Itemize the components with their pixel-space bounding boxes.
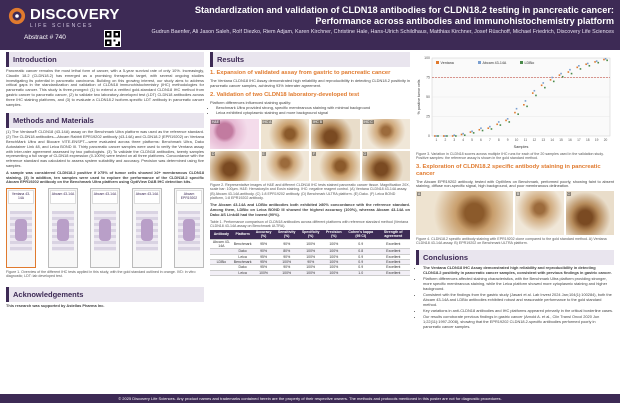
data-point [597,62,599,64]
data-point [434,135,436,137]
data-point [571,73,573,75]
tissue-section [183,219,195,241]
x-tick-label: 15 [559,138,563,142]
x-tick-label: 18 [585,138,590,142]
list-item: • Leica exhibited cytoplasmic staining and more background signal [216,111,410,116]
table-cell: 90% [252,249,274,254]
table-cell [210,270,233,275]
data-point [479,129,481,131]
table-cell: 100% [252,270,274,275]
list-item: • Our results corroborate previous findings in gastric cancer (Arnold A. et al., Clin Transl Oncol 2020 Jun 1;22(11):1997-2008), showing that the EPR19202 CLDN18.2-specific antibodies performed poorly in pancreatic cancer samples. [423,315,614,329]
ihc-tag: H&E [212,119,219,124]
data-point [464,134,466,136]
x-axis-label: Samples [513,145,529,149]
table-cell: 100% [299,239,323,249]
list-item: • Platform differences affected staining characteristics, with the Benchmark Ultra platform providing stronger, more specific membranous staining, while the Leica platform showed more cytoplasmic staining and higher background. [423,277,614,291]
slide-label: Abcam 43-14A [134,190,160,204]
conclusions-list [416,266,614,330]
table-cell: Excellent [377,249,410,254]
x-tick-label: 14 [550,138,554,142]
logo-subtext: LIFE SCIENCES [30,23,94,29]
list-item: • Benchmark Ultra provided strong, specific membranous staining with minimal background [216,106,410,111]
legend-entry: Ventana [440,60,454,65]
results-text-3: The Abcam 43-14A and LDBio antibodies both exhibited ≥80% concordance with the reference standard. Among them, LDBio on Leica BOND III showed the highest accuracy (100%), whereas Abcam 43-14A on Dako AS Link48 had the lowest (90%). [210,202,410,217]
data-point [452,135,454,137]
ihc-image [311,151,360,181]
table-header-row [210,230,410,239]
table-header: Precision (%) [323,230,345,239]
table-cell: 0.9 [345,239,377,249]
y-axis-label: % positive tumor cells [417,79,421,115]
data-point [534,90,536,92]
x-tick-label: 4 [462,138,465,142]
data-point [514,112,516,114]
x-tick-label: 16 [568,138,572,142]
figure-2-caption: Figure 2. Representative images of H&E and different CLDN18 IHC tests stained pancreatic cancer tissue. Magnification 20X, scale bar: 100µm. H&E: Hematoxylin and Eosin staining. IHC: negative reagent control. (A) Ventana CLDN18 43-14A assay. (B) Abcam 43-14A antibody. (C) 1:8 EPR19202 antibody. (D) Benchmark ULTRA platform. (E) Dako. (F) Leica BOND platform, 1:8 EPR19202 antibody. [210,182,410,200]
data-point [525,100,527,102]
data-point [445,135,447,137]
table-cell: Leica [233,254,253,259]
legend-entry: LDBio [524,60,535,65]
logo-text: DISCOVERY [30,6,120,23]
table-cell: Abcam 43-14A [210,239,233,249]
slides-figure [6,188,204,268]
table-row [210,270,410,275]
table-cell: Excellent [377,270,410,275]
list-item: • Consistent with the findings from the gastric study (Jasani et al. Lab Invest 2024 Jan;104(1):100284), both the Abcam 43-14A and LDBio antibodies exhibited robust and reasonable performance to the gold standard method. [423,293,614,307]
table-cell: 0.9 [345,259,377,264]
data-point [436,135,438,137]
y-tick-label: 25 [426,114,430,119]
table-cell: 100% [323,270,345,275]
data-point [576,67,578,69]
table-cell: 100% [323,239,345,249]
data-point [550,79,552,81]
figure-4-images [416,191,614,235]
x-tick-label: 2 [444,138,447,142]
poster-title: Standardization and validation of CLDN18 antibodies for CLDN18.2 testing in pancreatic cancer: Performance across antibodies and immunohistochemistry platform [194,5,614,26]
data-point [487,127,489,129]
x-tick-label: 12 [532,138,537,142]
data-point [480,127,482,129]
x-tick-label: 6 [480,138,482,142]
ihc-tag: G [363,151,367,156]
middle-column [210,52,410,276]
table-cell: 100% [299,265,323,270]
table-cell: 90% [275,239,299,249]
introduction-text: Pancreatic cancer remains the most lethal form of cancer, with a 5-year survival rate of only 10%. Increasingly, Claudin 18.2 (CLDN18.2) has emerged as a promising therapeutic target, with several ongoing studies investigating its potential in pancreatic carcinoma. Building on this growing interest, our study aims to address critical gaps in the standardization and validation of CLDN18 immunohistochemistry (IHC) methodologies for pancreatic cancer. This study is three-pronged: (1) to extend a verified gold-standard CLDN18 IHC method from gastric cancer to pancreatic cancer, (2) to validate two laboratory-developed test (LDT) CLDN18 antibodies across three IHC staining platforms, and (3) to evaluate a CLDN18.2 isoform-specific LDT antibody in pancreatic cancer samples. [6,68,204,107]
table-cell: Excellent [377,259,410,264]
y-tick-label: 100 [424,56,430,61]
table-row [210,239,410,249]
data-point [596,60,598,62]
data-point [535,95,537,97]
acknowledgements-heading: Acknowledgements [6,287,204,302]
table-cell: LDBio [210,259,233,264]
right-column [416,52,614,330]
data-point [453,134,455,136]
poster-header [0,0,620,50]
data-point [516,108,518,110]
slide [132,188,162,268]
x-tick-label: 3 [453,138,456,142]
x-tick-label: 19 [594,138,599,142]
slide [174,188,204,268]
data-point [523,104,525,106]
ihc-image [515,191,564,235]
data-point [585,63,587,65]
data-point [532,92,534,94]
ihc-image [261,119,310,149]
table-header: Sensitivity (%) [275,230,299,239]
results-text-2: Platform differences influenced staining quality: [210,99,292,105]
methods-heading: Methods and Materials [6,113,204,128]
data-point [507,118,509,120]
table-cell: 100% [323,249,345,254]
list-item: • Key variations in anti-CLDN18 antibodies and IHC platforms appeared primarily in the critical borderline cases. [423,309,614,314]
table-cell: 100% [323,265,345,270]
poster-footer: © 2025 Discovery Life Sciences. Any product names and trademarks contained herein are the property of their respective owners. The methods and protocols mentioned in this poster are not for diagnostic procedures. [0,394,620,403]
data-point [606,60,608,62]
ihc-tag: A [418,192,421,197]
table-cell: 100% [299,270,323,275]
results-text-1: The Ventana CLDN18 IHC Assay demonstrated high reliability and reproducibility in detecting CLDN18.2 positivity in pancreatic cancer samples, achieving 93% interrater agreement. [210,78,410,88]
table-cell: 90% [299,259,323,264]
data-point [551,77,553,79]
table-cell: 100% [323,254,345,259]
table-cell: Excellent [377,265,410,270]
results-subheading-3: 3. Exploration of CLDN18.2 specific antibody staining in pancreatic cancer [416,163,601,177]
table-cell: 100% [275,270,299,275]
data-point [498,121,500,123]
qr-code-icon[interactable] [104,30,121,47]
data-point [553,81,555,83]
data-point [605,58,607,60]
acknowledgements-text: This research was supported by Astellas Pharma Inc. [6,302,105,308]
cldn18-score-chart [416,54,614,150]
data-point [471,131,473,133]
table-cell: 0.9 [345,254,377,259]
data-point [544,87,546,89]
tissue-section [141,219,153,241]
data-point [446,135,448,137]
table-header: Cohen's kappa (95 CI) [345,230,377,239]
legend-swatch [478,61,481,64]
data-point [461,134,463,136]
results-subheading-2: 2. Validation of two CLDN18 laboratory-developed test [210,91,360,98]
table-cell: 90% [275,254,299,259]
data-point [526,106,528,108]
table-header: Specificity (%) [299,230,323,239]
ihc-tag: IHC C [363,119,373,124]
data-point [589,65,591,67]
ihc-image [566,191,615,235]
data-point [542,82,544,84]
ihc-image [362,151,411,181]
table-cell: 1.0 [345,270,377,275]
table-header: Strength of agreement [377,230,410,239]
table-cell: 80% [275,249,299,254]
y-tick-label: 50 [426,95,430,100]
slide-label: Abcam 43-14A [50,190,76,204]
figure-4-caption: Figure 4. CLDN18.2 specific antibody staining with EPR19202 clone compared to the gold standard method. A) Ventana CLDN18 43-14A assay. B) EPR19202 on Benchmark ULTRA platform. [416,237,607,246]
methods-text-1: (1) The Ventana® CLDN18 (43-14A) assay on the Benchmark Ultra platform was used as the reference standard. (2) The CLDN18 antibodies—Abcam Rabbit EPR19202 antibody (43-14A) and CLDN18.2 (EPR19202) on Ventana BenchMark Ultra and Biocare VITE-ENSPT—were evaluated across three platforms: Benchmark Ultra, Dako Autostainer Link 48, and Leica BOND III. Thirty pancreatic cancer samples were used to verify the Ventana assay with inter-rater agreement assessed by two pathologists. (3) To validate the CLDN18 antibodies, twenty samples representing a full range of CLDN18 expression (0-100%) were tested on all three platforms. Concordance with the reference standard was calculated to assess system suitability and accuracy. Precision was determined using five samples. [6,129,204,168]
legend-entry: Abcam 43-14A [482,60,507,65]
table-cell: Benchmark [233,239,253,249]
table-cell: 100% [275,259,299,264]
methods-text-2: A sample was considered CLDN18.2 positive if ≥75% of tumor cells showed ≥2+ membranous CLDN18 staining. (3) In addition, ten samples were used to explore the performance of the CLDN18.2 specific Abcam EPR19202 antibody on the Benchmark Ultra platform using OptiView DAB IHC detection kits. [6,169,204,185]
chart-svg [416,54,614,150]
data-point [491,128,493,130]
data-point [603,59,605,61]
data-point [580,68,582,70]
ihc-image [362,119,411,149]
table-cell: 0.9 [345,265,377,270]
ihc-tag: IHC A [262,119,272,124]
data-point [505,120,507,122]
x-tick-label: 11 [523,138,528,142]
data-point [568,71,570,73]
tissue-section [99,219,111,241]
introduction-heading: Introduction [6,52,204,67]
data-point [578,65,580,67]
left-column [6,52,204,309]
x-tick-label: 5 [471,138,473,142]
ihc-image [311,119,360,149]
results-text-4: The Abcam EPR19202 antibody, tested with OptiView on Benchmark, performed poorly, showing faint to absent staining, diffuse non-specific signal, high background, and poor membranous delineation. [416,178,614,189]
table-cell: Leica [233,270,253,275]
x-tick-label: 17 [577,138,581,142]
x-tick-label: 20 [603,138,608,142]
data-point [500,124,502,126]
ihc-image [261,151,310,181]
poster-authors: Gudrun Baenfer, Ali Jason Saleh, Rolf Diezko, Riem Adjam, Karen Kirchner, Christine Hale, Hans-Ulrich Schildhaus, Matthias Kirchner, Josef Rüschoff, Michael Friedrich, Discovery Life Sciences [151,29,614,35]
ihc-tag: B [517,192,520,197]
data-point [508,121,510,123]
results-subheading-1: 1. Expansion of validated assay from gastric to pancreatic cancer [210,70,391,76]
figure-1-caption: Figure 1. Overview of the different IHC tests applied in this study, with the gold standard outlined in orange. IVD: in vitro diagnostic; LDT: lab developed test. [6,270,196,279]
table-header: Antibody [210,230,233,239]
table-cell: 100% [299,254,323,259]
slide-label: Ventana 43-14A [8,190,34,204]
table-1-caption: Table 1. Performance comparison of CLDN18 antibodies across different platforms with reference standard method (Ventana CLDN18 43-14A assay on Benchmark ULTRA). [210,219,409,228]
x-tick-label: 1 [435,138,438,142]
y-tick-label: 75 [426,75,430,80]
ihc-tag: IHC B [313,119,323,124]
ihc-image [416,191,513,235]
data-point [455,135,457,137]
data-point [473,132,475,134]
logo [8,5,138,31]
x-tick-label: 7 [488,138,491,142]
ihc-image-grid [210,119,410,181]
table-cell: Dako [233,265,253,270]
ihc-tag: C [567,192,570,197]
data-point [462,133,464,135]
table-body [210,239,410,275]
slide [48,188,78,268]
figure-3-caption: Figure 3. Variation in CLDN18 scores across multiple IHC runs for each of the 20 samples used in the validation study. Positive samples: the reference assay is shown in the gold standard method. [416,152,604,161]
x-tick-label: 10 [514,138,519,142]
data-point [569,69,571,71]
ihc-tag: E [262,151,265,156]
data-point [517,113,519,115]
table-cell: 90% [275,265,299,270]
legend-swatch [436,61,439,64]
x-tick-label: 8 [497,138,500,142]
slide-label: Abcam EPR19202 [176,190,202,204]
table-header: Accuracy (%) [252,230,274,239]
tissue-section [57,219,69,241]
results-bullets [210,106,410,116]
slide [90,188,120,268]
table-cell: 95% [252,259,274,264]
data-point [594,61,596,63]
conclusions-heading: Conclusions [416,250,614,265]
y-tick-label: 0 [428,134,430,139]
table-cell: Dako [233,249,253,254]
data-point [443,135,445,137]
data-point [437,135,439,137]
data-point [587,63,589,65]
discovery-logo-icon [8,7,26,25]
slide-label: Abcam 43-14A [92,190,118,204]
results-heading: Results [210,52,410,67]
table-cell: Excellent [377,254,410,259]
abstract-number: Abstract # 740 [24,34,66,41]
data-point [489,126,491,128]
data-point [559,74,561,76]
list-item: • The Ventana CLDN18 IHC Assay demonstrated high reliability and reproducibility in detecting CLDN18.2 positivity in pancreatic cancer samples, consistent with previous findings in gastric cancer. [423,266,614,276]
performance-table [210,230,410,276]
table-cell: 95% [252,254,274,259]
data-point [562,76,564,78]
x-tick-label: 9 [506,138,509,142]
legend-swatch [520,61,523,64]
data-point [470,131,472,133]
table-header: Platform [233,230,253,239]
ihc-image [210,119,259,149]
ihc-image [210,151,259,181]
table-cell: Excellent [377,239,410,249]
data-point [482,130,484,132]
data-point [496,124,498,126]
ihc-tag: D [212,151,215,156]
table-cell: 100% [323,259,345,264]
x-tick-label: 13 [541,138,546,142]
ihc-tag: F [313,151,316,156]
table-cell: 95% [252,265,274,270]
data-point [541,85,543,87]
table-cell: Benchmark [233,259,252,264]
data-point [560,73,562,75]
slide [6,188,36,268]
table-cell: 95% [252,239,274,249]
table-cell: 0.8 [345,249,377,254]
table-cell: 100% [299,249,323,254]
tissue-section [15,219,27,241]
